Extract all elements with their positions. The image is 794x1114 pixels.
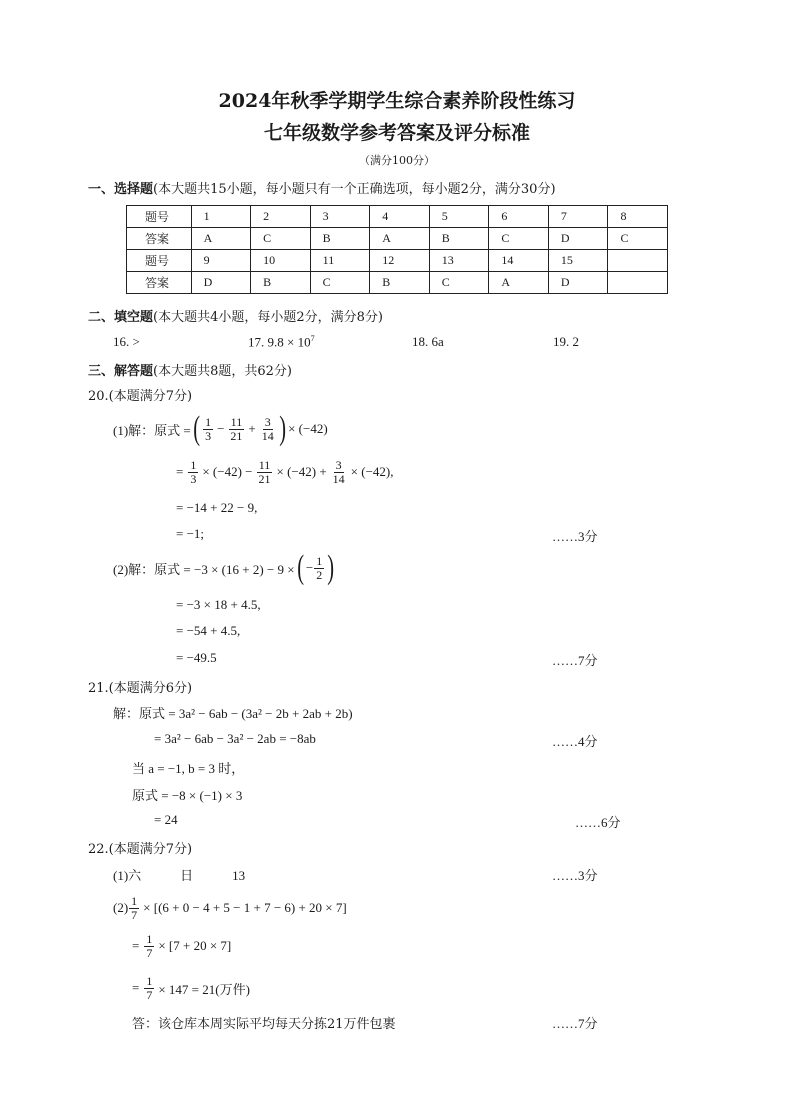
q22-answer: 答：该仓库本周实际平均每天分拣21万件包裹 bbox=[132, 1017, 396, 1032]
left-paren: ( bbox=[193, 410, 200, 447]
table-cell bbox=[608, 272, 668, 294]
q21-title: 21.(本题满分6分) bbox=[88, 681, 193, 696]
left-paren: ( bbox=[296, 549, 304, 586]
section-3-heading bbox=[88, 360, 292, 379]
q20-p2-lead: (2)解：原式 = −3 × (16 + 2) − 9 × bbox=[113, 561, 295, 577]
answer-16: 16. > bbox=[113, 334, 140, 349]
table-cell: B bbox=[251, 272, 311, 294]
answer-17-base: 17. 9.8 × 10 bbox=[248, 334, 311, 350]
q22-p2-score: ……7分 bbox=[552, 1016, 598, 1031]
q20-p1-line1: (1)解：原式 = ( $\frac{1}{3}$ − $\frac{11}{21}$ + $\frac{3}{14}$ ) × (−42) bbox=[113, 410, 328, 447]
table-cell: C bbox=[489, 228, 549, 250]
table-cell: A bbox=[489, 272, 549, 294]
table-cell: 12 bbox=[370, 250, 430, 272]
table-row-header: 题号 bbox=[127, 206, 192, 228]
table-cell bbox=[608, 250, 668, 272]
table-row-header: 答案 bbox=[127, 272, 192, 294]
table-cell: 6 bbox=[489, 206, 549, 228]
q20-p2-line2: = −3 × 18 + 4.5, bbox=[176, 597, 261, 612]
table-cell: 9 bbox=[191, 250, 251, 272]
answer-17-exponent: 7 bbox=[310, 334, 315, 343]
table-cell: 4 bbox=[370, 206, 430, 228]
table-cell: 10 bbox=[251, 250, 311, 272]
q22-title: 22.(本题满分7分) bbox=[88, 842, 193, 857]
table-cell: 15 bbox=[548, 250, 608, 272]
q22-p2-line1: (2) $\frac{1}{7}$ × [(6 + 0 − 4 + 5 − 1 + 7 − 6) + 20 × 7] bbox=[113, 893, 347, 922]
section-3-note: (本大题共8题，共62分) bbox=[153, 364, 292, 379]
table-cell: B bbox=[310, 228, 370, 250]
title-line-2: 七年级数学参考答案及评分标准 bbox=[263, 122, 530, 144]
table-cell: D bbox=[548, 272, 608, 294]
table-cell: A bbox=[191, 228, 251, 250]
section-2-heading bbox=[88, 306, 383, 325]
q20-p2-line3: = −54 + 4.5, bbox=[176, 623, 241, 638]
table-cell: B bbox=[370, 272, 430, 294]
section-1-title: 一、选择题 bbox=[88, 182, 154, 197]
table-row-header: 题号 bbox=[127, 250, 192, 272]
table-cell: B bbox=[429, 228, 489, 250]
fraction: $\frac{1}{2}$ bbox=[316, 553, 323, 582]
table-row-header: 答案 bbox=[127, 228, 192, 250]
right-paren: ) bbox=[327, 549, 335, 586]
q20-p1-score: ……3分 bbox=[552, 529, 598, 544]
table-cell: C bbox=[608, 228, 668, 250]
q22-p2-line2: = $\frac{1}{7}$ × [7 + 20 × 7] bbox=[132, 931, 232, 960]
q20-title: 20.(本题满分7分) bbox=[88, 389, 193, 404]
section-2-note: (本大题共4小题，每小题2分，满分8分) bbox=[153, 310, 383, 325]
q20-p1-line2: = $\frac{1}{3}$ × (−42) − $\frac{11}{21}$ × (−42) + $\frac{3}{14}$ × (−42), bbox=[176, 457, 394, 486]
table-cell: C bbox=[251, 228, 311, 250]
fraction: $\frac{1}{7}$ bbox=[146, 931, 153, 960]
section-3-title: 三、解答题 bbox=[88, 364, 154, 379]
answer-table bbox=[126, 205, 668, 294]
table-cell: 14 bbox=[489, 250, 549, 272]
section-1-note: (本大题共15小题，每小题只有一个正确选项，每小题2分，满分30分) bbox=[153, 182, 556, 197]
q21-line1: 解：原式 = 3a² − 6ab − (3a² − 2b + 2ab + 2b) bbox=[113, 706, 353, 721]
table-row bbox=[127, 272, 668, 294]
fraction: $\frac{1}{3}$ bbox=[205, 414, 212, 443]
q21-line2: = 3a² − 6ab − 3a² − 2ab = −8ab bbox=[154, 731, 316, 746]
q21-score-2: ……6分 bbox=[575, 815, 621, 830]
fraction: $\frac{1}{7}$ bbox=[146, 973, 153, 1002]
table-row bbox=[127, 228, 668, 250]
fraction: $\frac{11}{21}$ bbox=[258, 457, 271, 486]
table-row bbox=[127, 206, 668, 228]
fraction: $\frac{11}{21}$ bbox=[230, 414, 243, 443]
table-cell: 8 bbox=[608, 206, 668, 228]
q20-p2-score: ……7分 bbox=[552, 653, 598, 668]
title-line-1: 2024年秋季学期学生综合素养阶段性练习 bbox=[218, 90, 576, 112]
q22-p2-line3: = $\frac{1}{7}$ × 147 = 21(万件) bbox=[132, 973, 250, 1002]
table-cell: 2 bbox=[251, 206, 311, 228]
q22-p1: (1)六 日 13 bbox=[113, 868, 246, 883]
table-cell: 1 bbox=[191, 206, 251, 228]
q22-p2-lead: (2) bbox=[113, 900, 129, 915]
q20-p1-line4: = −1; bbox=[176, 526, 205, 541]
table-cell: C bbox=[429, 272, 489, 294]
q21-line4: 原式 = −8 × (−1) × 3 bbox=[132, 788, 243, 803]
full-score-note: （满分100分） bbox=[359, 154, 435, 167]
answer-19: 19. 2 bbox=[553, 334, 579, 349]
table-cell: D bbox=[191, 272, 251, 294]
q20-p2-line4: = −49.5 bbox=[176, 650, 217, 665]
table-row bbox=[127, 250, 668, 272]
q20-p1-line3: = −14 + 22 − 9, bbox=[176, 500, 258, 515]
right-paren: ) bbox=[279, 410, 286, 447]
table-cell: D bbox=[548, 228, 608, 250]
q20-p2-line1: (2)解：原式 = −3 × (16 + 2) − 9 × ( − $\frac{1}{2}$ ) bbox=[113, 549, 335, 586]
q21-line3: 当 a = −1, b = 3 时， bbox=[132, 761, 245, 776]
table-cell: 11 bbox=[310, 250, 370, 272]
fraction: $\frac{3}{14}$ bbox=[332, 457, 345, 486]
answer-17 bbox=[248, 334, 315, 350]
table-cell: C bbox=[310, 272, 370, 294]
table-cell: 7 bbox=[548, 206, 608, 228]
fraction: $\frac{1}{3}$ bbox=[190, 457, 197, 486]
table-cell: A bbox=[370, 228, 430, 250]
table-cell: 3 bbox=[310, 206, 370, 228]
section-2-title: 二、填空题 bbox=[88, 310, 154, 325]
q22-p1-score: ……3分 bbox=[552, 868, 598, 883]
table-cell: 5 bbox=[429, 206, 489, 228]
fraction: $\frac{3}{14}$ bbox=[261, 414, 274, 443]
table-cell: 13 bbox=[429, 250, 489, 272]
q21-score-1: ……4分 bbox=[552, 734, 598, 749]
section-1-heading bbox=[88, 178, 556, 197]
answer-18: 18. 6a bbox=[412, 334, 444, 349]
fraction: $\frac{1}{7}$ bbox=[131, 893, 138, 922]
q21-line5: = 24 bbox=[154, 812, 178, 827]
q20-p1-lead: (1)解：原式 = bbox=[113, 422, 191, 438]
